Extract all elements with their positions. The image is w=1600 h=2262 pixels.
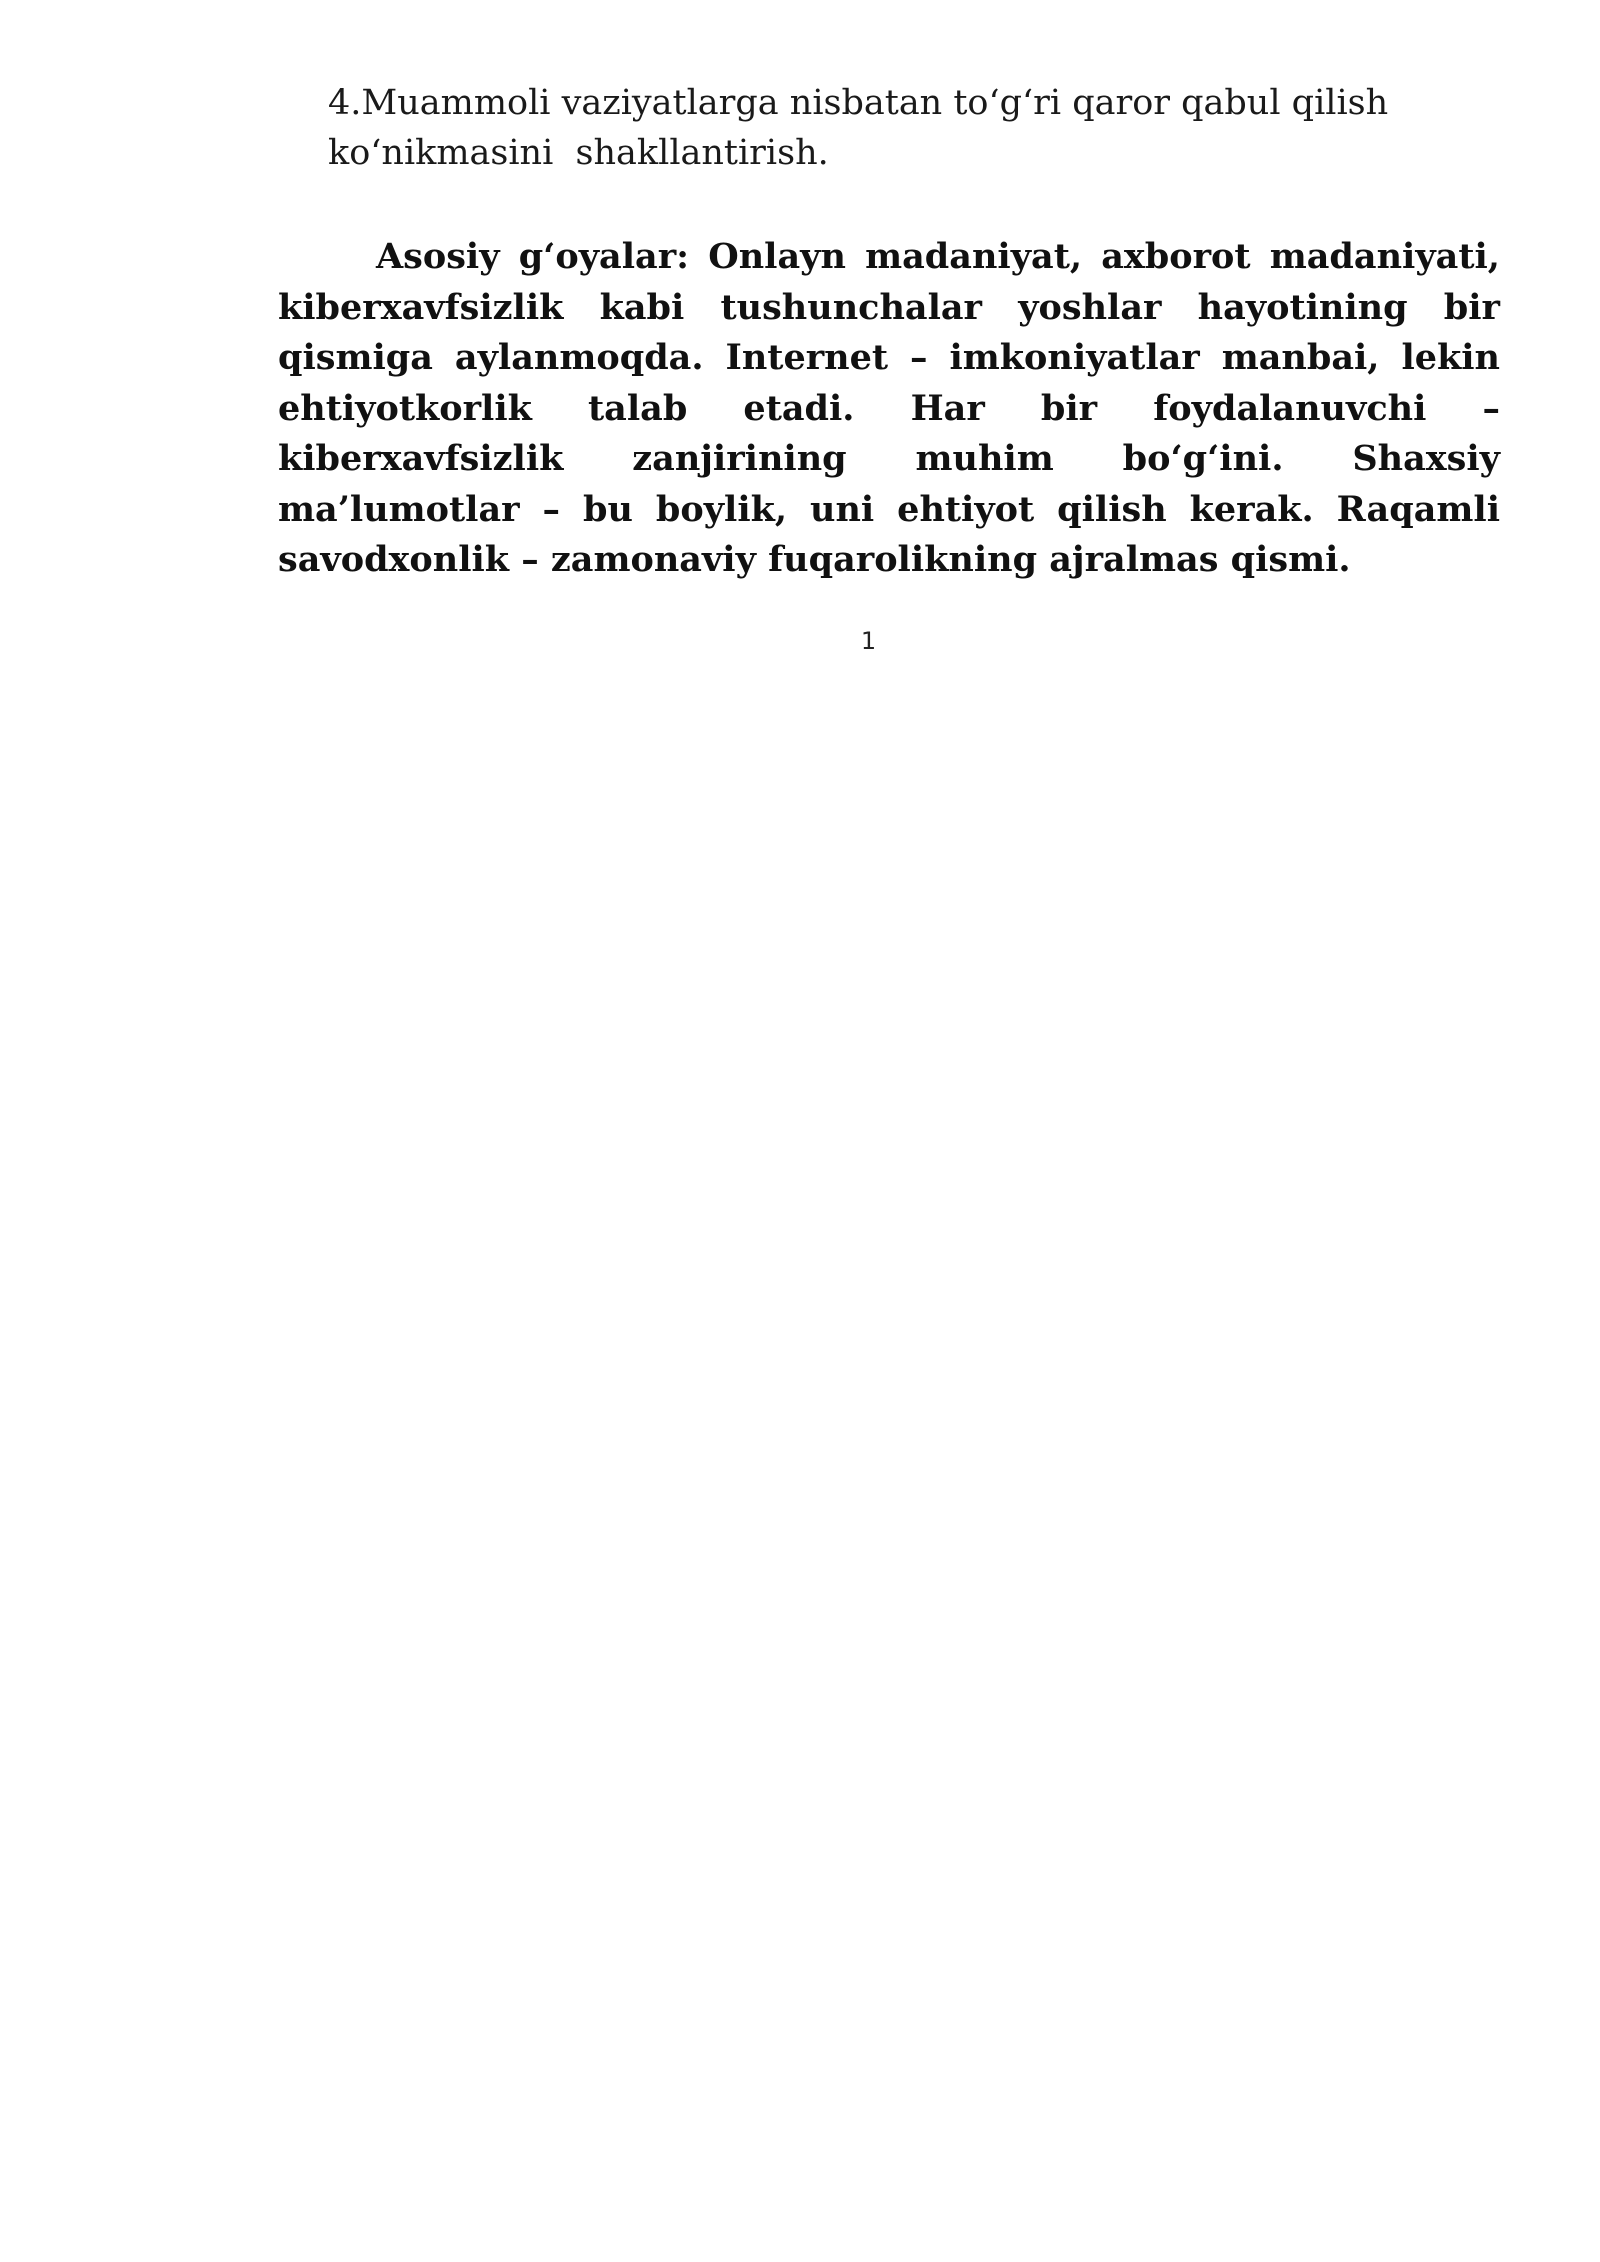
page-number-text: 1: [860, 627, 877, 655]
numbered-list-item: [328, 78, 1468, 178]
page-number: [0, 626, 1600, 656]
list-item-text: Muammoli vaziyatlarga nisbatan to‘g‘ri qaror qabul qilish ko‘nikmasini shakllantirish.: [328, 83, 1400, 173]
main-ideas-paragraph: Asosiy g‘oyalar: Onlayn madaniyat, axborot madaniyati, kiberxavfsizlik kabi tushunchalar yoshlar hayotining bir qismiga aylanmoqda. Internet – imkoniyatlar manbai, lekin ehtiyotkorlik talab etadi. Har bir foydalanuvchi – kiberxavfsizlik zanjirining muhim bo‘g‘ini. Shaxsiy ma’lumotlar – bu boylik, uni ehtiyot qilish kerak. Raqamli savodxonlik – zamonaviy fuqarolikning ajralmas qismi.: [278, 236, 1500, 580]
list-item-number: 4.: [328, 83, 362, 123]
